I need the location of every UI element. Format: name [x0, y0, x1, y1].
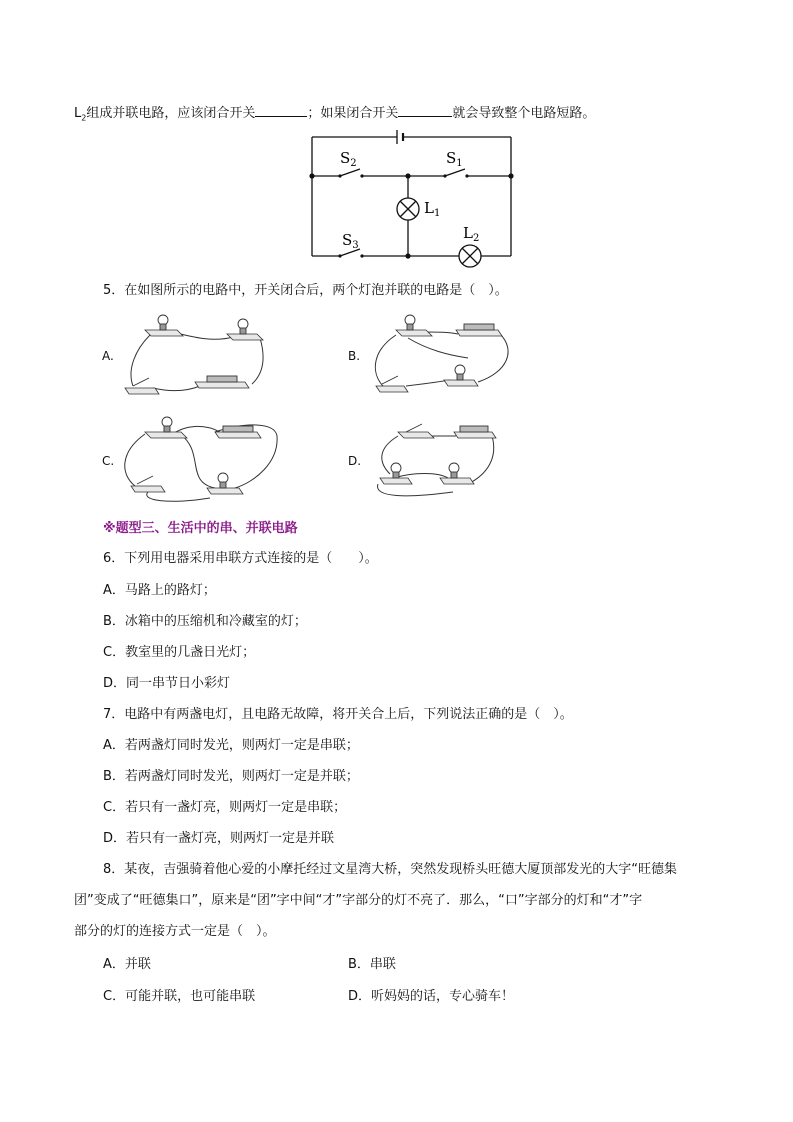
- q8-option-d[interactable]: D．听妈妈的话，专心骑车！: [348, 989, 515, 1004]
- q4-tail-text-1: 组成并联电路，应该闭合开关: [86, 106, 256, 121]
- q6-option-a[interactable]: A．马路上的路灯；: [103, 583, 216, 598]
- label-s1: $S_1$: [446, 149, 463, 169]
- q7-stem: 7．电路中有两盏电灯，且电路无故障，将开关合上后，下列说法正确的是（ ）。: [103, 707, 573, 722]
- q8-stem-line-1: 8．某夜，吉强骑着他心爱的小摩托经过文星湾大桥，突然发现桥头旺德大厦顶部发光的大字“旺德集: [103, 862, 678, 877]
- label-s2: $S_2$: [340, 149, 357, 169]
- q7-option-b[interactable]: B．若两盏灯同时发光，则两灯一定是并联；: [103, 769, 359, 784]
- q6-stem: 6．下列用电器采用串联方式连接的是（ ）。: [103, 551, 378, 566]
- q7-option-d[interactable]: D．若只有一盏灯亮，则两灯一定是并联: [103, 831, 335, 846]
- lamp-l2-icon: [459, 245, 481, 267]
- label-l2: $L_2$: [463, 224, 480, 244]
- q7-option-c[interactable]: C．若只有一盏灯亮，则两灯一定是串联；: [103, 800, 347, 815]
- q8-option-a[interactable]: A．并联: [103, 957, 151, 972]
- circuit-diagram: [300, 128, 525, 276]
- q8-option-c[interactable]: C．可能并联，也可能串联: [103, 989, 256, 1004]
- q6-option-d[interactable]: D．同一串节日小彩灯: [103, 676, 231, 691]
- lamp-l1-icon: [397, 198, 419, 220]
- q4-tail-l: L: [74, 106, 82, 121]
- q5-option-b-picture[interactable]: [368, 310, 528, 405]
- q5-option-a-picture[interactable]: [115, 310, 275, 405]
- q5-option-c-picture[interactable]: [115, 412, 285, 507]
- q4-tail-line: [74, 104, 595, 128]
- q7-option-a[interactable]: A．若两盏灯同时发光，则两灯一定是串联；: [103, 738, 359, 753]
- q8-stem-line-3: 部分的灯的连接方式一定是（ ）。: [74, 924, 276, 939]
- q4-tail-text-3: 就会导致整个电路短路。: [452, 106, 596, 121]
- q8-stem-line-2: 团”变成了“旺德集口”，原来是“团”字中间“才”字部分的灯不亮了．那么，“口”字部分的灯和“才”字: [74, 893, 643, 908]
- q6-option-b[interactable]: B．冰箱中的压缩机和冷藏室的灯；: [103, 614, 307, 629]
- q5-stem: 5．在如图所示的电路中，开关闭合后，两个灯泡并联的电路是（ ）。: [103, 283, 508, 298]
- label-l1: $L_1$: [424, 199, 441, 219]
- section-3-heading: ※题型三、生活中的串、并联电路: [103, 521, 298, 536]
- q5-option-a-label[interactable]: A.: [102, 349, 114, 363]
- answer-blank-2[interactable]: [398, 104, 452, 117]
- q5-option-d-label[interactable]: D.: [348, 454, 362, 468]
- q5-option-c-label[interactable]: C.: [102, 454, 115, 468]
- q6-option-c[interactable]: C．教室里的几盏日光灯；: [103, 645, 256, 660]
- q4-tail-l-sub: 2: [81, 113, 87, 123]
- answer-blank-1[interactable]: [255, 104, 307, 117]
- q8-option-b[interactable]: B．串联: [348, 957, 396, 972]
- q5-option-d-picture[interactable]: [368, 412, 528, 507]
- q4-tail-text-2: ；如果闭合开关: [307, 106, 399, 121]
- q5-option-b-label[interactable]: B.: [348, 349, 361, 363]
- label-s3: $S_3$: [342, 231, 359, 251]
